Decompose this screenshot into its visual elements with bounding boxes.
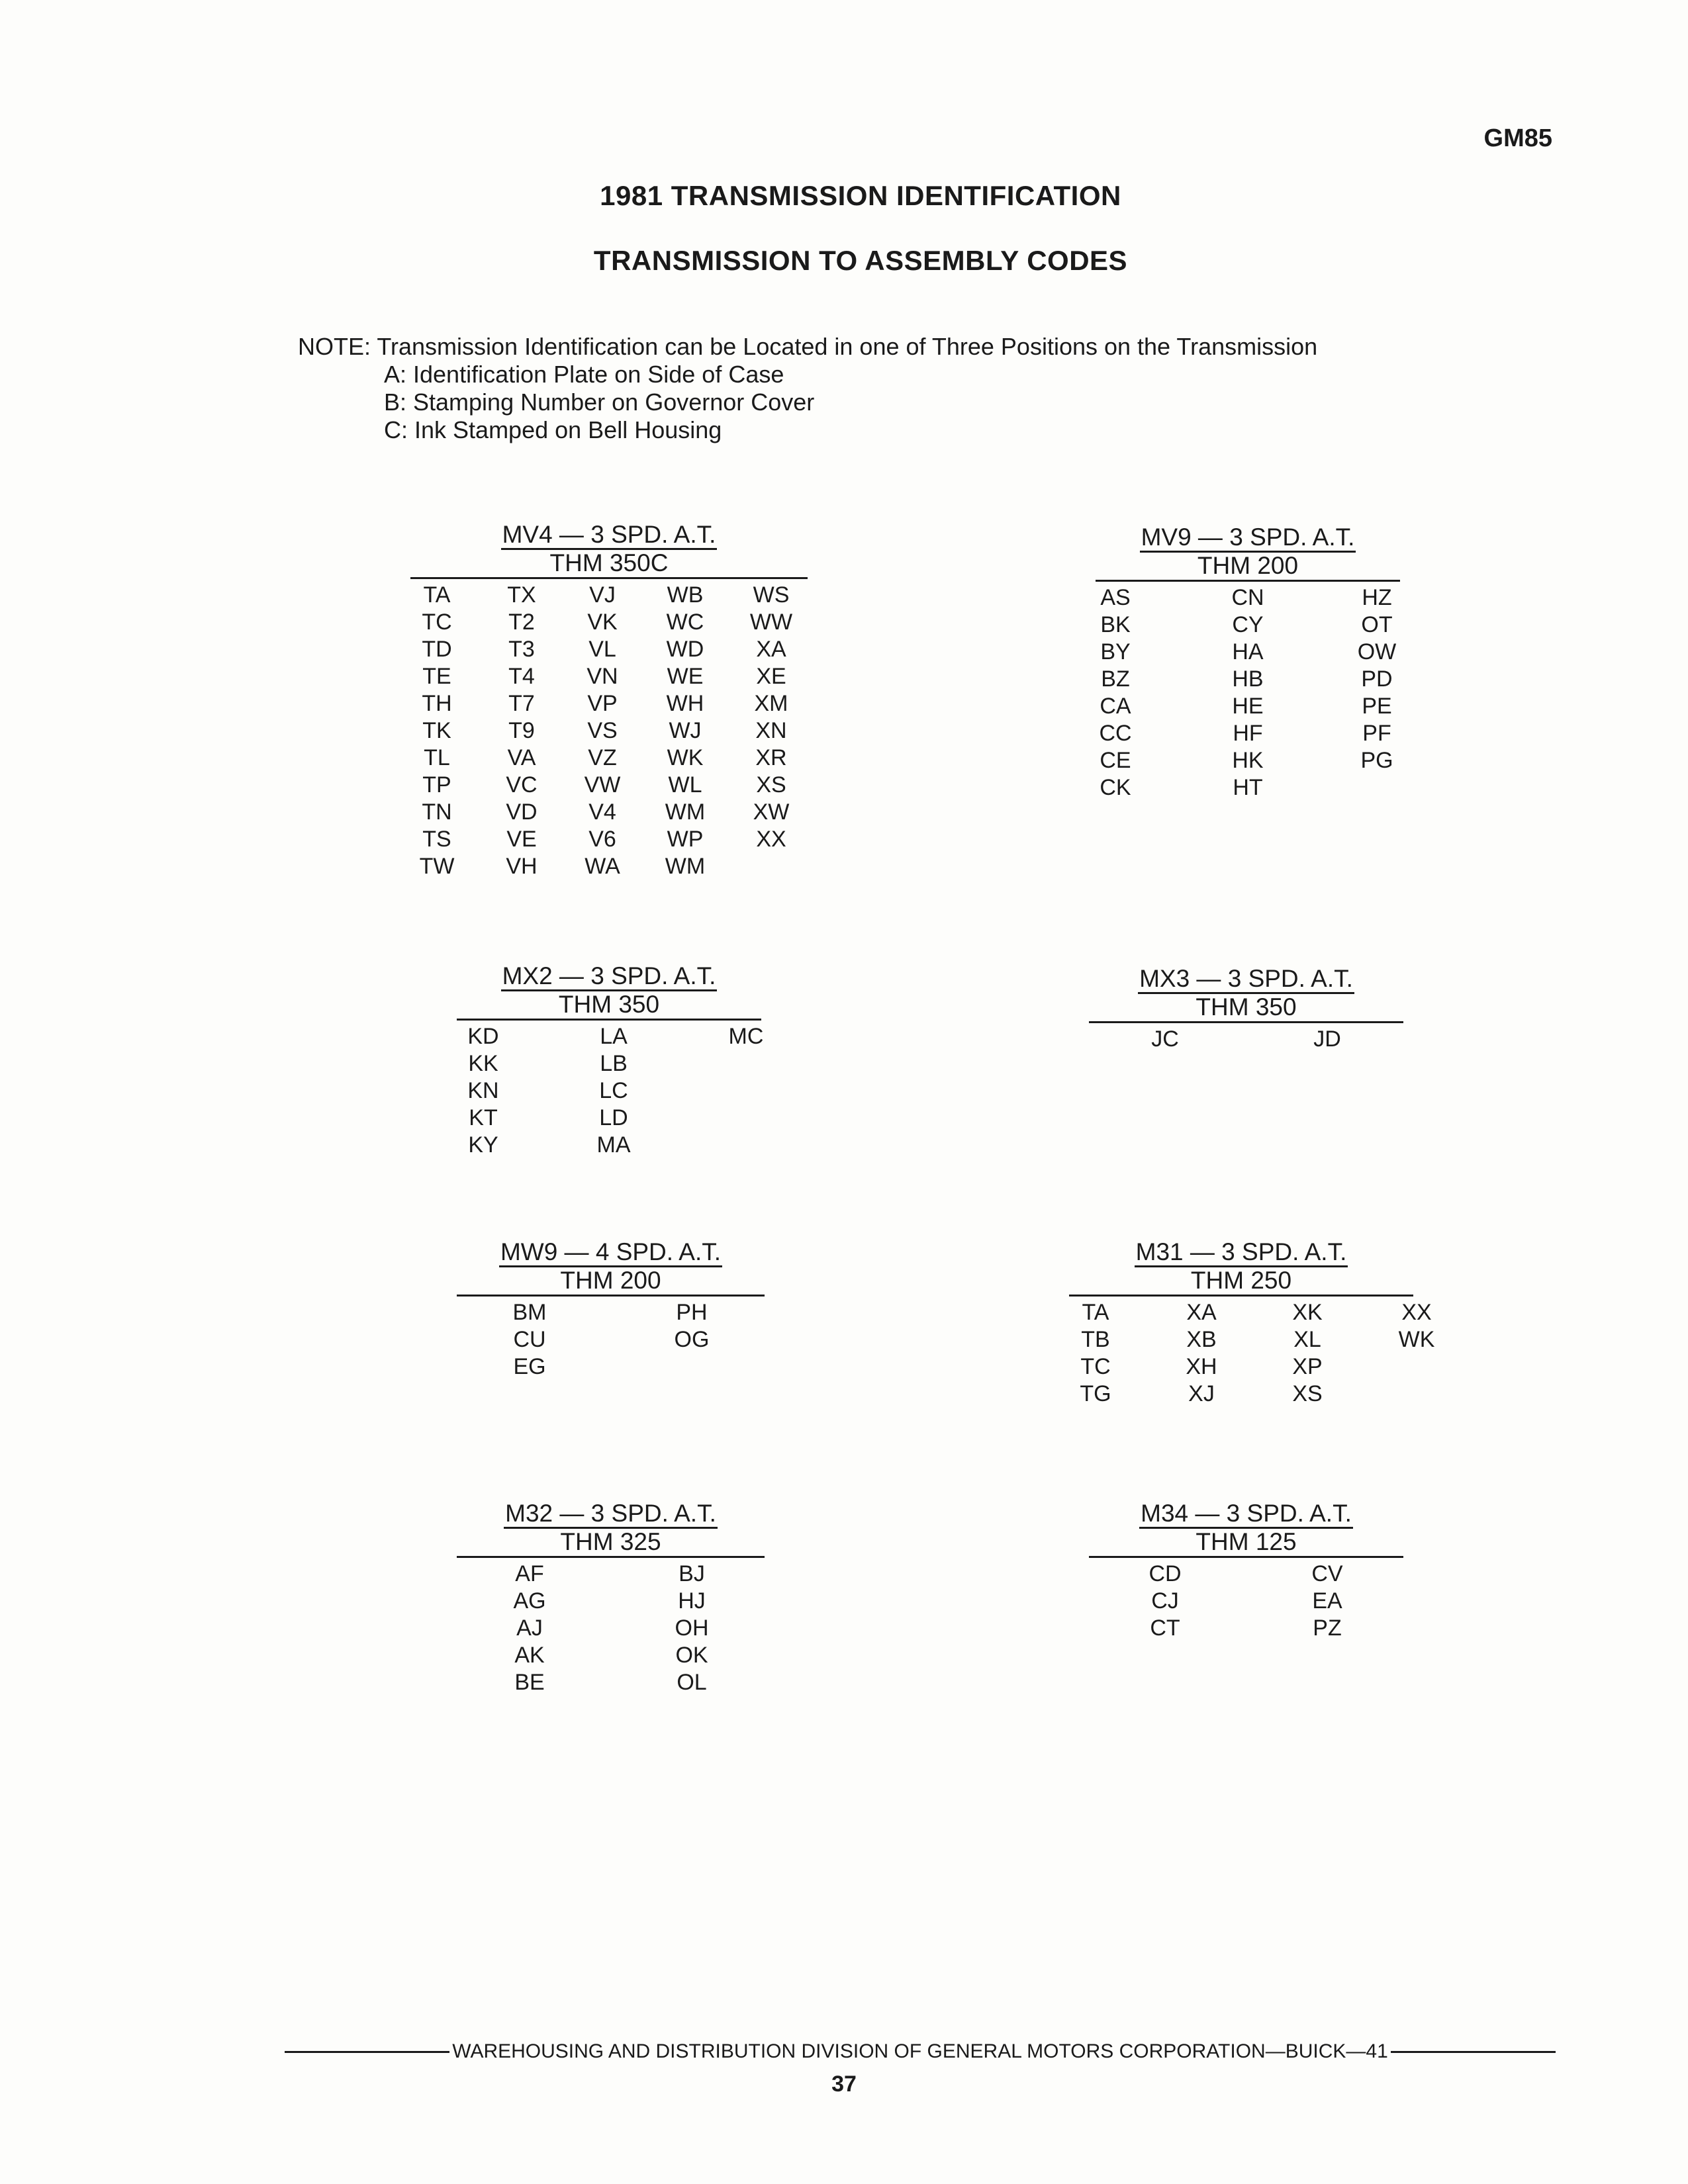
mx2-table xyxy=(457,962,764,1159)
code-grid xyxy=(1089,1026,1403,1053)
code-cell: XA xyxy=(1186,1300,1217,1325)
code-cell: BJ xyxy=(679,1561,705,1586)
code-cell: TN xyxy=(422,799,452,825)
code-cell: BM xyxy=(512,1300,547,1325)
table-model-label: M31 — 3 SPD. A.T. xyxy=(1135,1238,1348,1267)
code-cell: CN xyxy=(1231,585,1264,610)
code-cell: XS xyxy=(756,772,786,797)
code-cell: WS xyxy=(753,582,790,608)
table-model-label: MV9 — 3 SPD. A.T. xyxy=(1140,523,1356,553)
table-model-label: M32 — 3 SPD. A.T. xyxy=(504,1500,718,1529)
code-cell: AS xyxy=(1100,585,1131,610)
code-grid xyxy=(1096,584,1400,801)
code-cell: TA xyxy=(423,582,451,608)
code-cell: TG xyxy=(1080,1381,1111,1406)
code-cell: CV xyxy=(1311,1561,1343,1586)
code-cell: LA xyxy=(600,1024,628,1049)
code-cell: HJ xyxy=(678,1588,706,1614)
table-model-label: MX2 — 3 SPD. A.T. xyxy=(501,962,718,991)
table-thm-label: THM 125 xyxy=(1089,1528,1403,1558)
table-thm-label: THM 350C xyxy=(410,549,808,579)
code-cell: XJ xyxy=(1188,1381,1215,1406)
table-thm-label: THM 350 xyxy=(457,991,761,1021)
note-item-b: B: Stamping Number on Governor Cover xyxy=(384,388,815,416)
code-cell: TH xyxy=(422,691,452,716)
code-cell: CK xyxy=(1100,775,1131,800)
m32-table xyxy=(457,1499,765,1696)
code-cell: HB xyxy=(1232,666,1264,692)
code-cell: MA xyxy=(596,1132,631,1158)
code-cell: OH xyxy=(675,1615,709,1641)
code-cell: WM xyxy=(665,854,706,879)
code-cell: CJ xyxy=(1151,1588,1179,1614)
page-number: 37 xyxy=(831,2071,857,2097)
code-cell: CY xyxy=(1232,612,1264,637)
code-cell: WA xyxy=(585,854,620,879)
code-cell: TL xyxy=(424,745,450,770)
document-code: GM85 xyxy=(1483,124,1552,152)
note-line: NOTE: Transmission Identification can be Located in one of Three Positions on the Transmission xyxy=(298,333,1318,360)
code-cell: OG xyxy=(674,1327,710,1352)
code-cell: HE xyxy=(1232,694,1264,719)
code-cell: T4 xyxy=(508,664,535,689)
code-cell: HZ xyxy=(1362,585,1392,610)
code-cell: TS xyxy=(422,827,451,852)
table-model-label: MX3 — 3 SPD. A.T. xyxy=(1138,965,1354,994)
code-cell: TW xyxy=(419,854,455,879)
code-cell: WD xyxy=(666,637,704,662)
code-cell: KN xyxy=(467,1078,499,1103)
mw9-table xyxy=(457,1238,765,1381)
code-cell: VZ xyxy=(588,745,617,770)
code-cell: WK xyxy=(667,745,704,770)
table-thm-label: THM 200 xyxy=(457,1267,765,1297)
code-cell: WL xyxy=(668,772,702,797)
code-cell: WB xyxy=(667,582,704,608)
code-cell: VP xyxy=(587,691,618,716)
code-cell: WE xyxy=(667,664,704,689)
code-cell: XN xyxy=(755,718,787,743)
code-cell: OK xyxy=(675,1643,708,1668)
m31-table xyxy=(1069,1238,1435,1408)
code-cell: WJ xyxy=(669,718,702,743)
code-cell: XP xyxy=(1292,1354,1323,1379)
code-cell: VJ xyxy=(589,582,616,608)
table-thm-label: THM 325 xyxy=(457,1528,765,1558)
code-grid xyxy=(1069,1299,1435,1408)
code-cell: WW xyxy=(749,610,793,635)
mv9-table xyxy=(1096,523,1400,801)
code-cell: TC xyxy=(422,610,452,635)
page-subtitle: TRANSMISSION TO ASSEMBLY CODES xyxy=(593,245,1128,276)
code-cell: CD xyxy=(1149,1561,1182,1586)
code-cell: XE xyxy=(756,664,786,689)
code-cell: AG xyxy=(513,1588,546,1614)
code-cell: CE xyxy=(1100,748,1131,773)
code-grid xyxy=(457,1561,765,1696)
table-model-label: MW9 — 4 SPD. A.T. xyxy=(499,1238,722,1267)
note-item-a: A: Identification Plate on Side of Case xyxy=(384,361,784,388)
page-title: 1981 TRANSMISSION IDENTIFICATION xyxy=(600,180,1121,211)
code-cell: VL xyxy=(588,637,616,662)
code-cell: KD xyxy=(467,1024,499,1049)
code-cell: MC xyxy=(728,1024,764,1049)
code-cell: HF xyxy=(1233,721,1263,746)
code-cell: WC xyxy=(666,610,704,635)
code-cell: JD xyxy=(1313,1026,1341,1052)
code-cell: XW xyxy=(753,799,790,825)
code-cell: HA xyxy=(1232,639,1264,664)
code-grid xyxy=(457,1023,764,1159)
code-cell: PG xyxy=(1360,748,1393,773)
code-cell: KT xyxy=(469,1105,498,1130)
code-grid xyxy=(410,582,808,880)
code-cell: VW xyxy=(584,772,621,797)
code-cell: TD xyxy=(422,637,452,662)
code-cell: JC xyxy=(1151,1026,1179,1052)
code-cell: XH xyxy=(1186,1354,1217,1379)
code-cell: PH xyxy=(676,1300,708,1325)
code-cell: T9 xyxy=(508,718,535,743)
code-cell: PZ xyxy=(1313,1615,1342,1641)
code-cell: LD xyxy=(599,1105,628,1130)
code-cell: VN xyxy=(586,664,618,689)
code-cell: AK xyxy=(514,1643,545,1668)
code-cell: BZ xyxy=(1101,666,1130,692)
code-cell: LC xyxy=(599,1078,628,1103)
code-cell: VS xyxy=(587,718,618,743)
code-cell: CA xyxy=(1100,694,1131,719)
code-cell: VK xyxy=(587,610,618,635)
mv4-table xyxy=(410,520,808,880)
code-cell: TP xyxy=(422,772,451,797)
note-item-c: C: Ink Stamped on Bell Housing xyxy=(384,416,722,443)
code-cell: TX xyxy=(507,582,536,608)
code-grid xyxy=(457,1299,765,1381)
code-cell: HT xyxy=(1233,775,1263,800)
code-cell: TE xyxy=(422,664,451,689)
footer-rule-right xyxy=(1391,2051,1556,2053)
code-cell: EG xyxy=(513,1354,546,1379)
m34-table xyxy=(1089,1499,1403,1642)
code-cell: XX xyxy=(1401,1300,1432,1325)
code-cell: PE xyxy=(1362,694,1392,719)
code-cell: XB xyxy=(1186,1327,1217,1352)
code-cell: PF xyxy=(1362,721,1391,746)
code-cell: WH xyxy=(666,691,704,716)
code-cell: XK xyxy=(1292,1300,1323,1325)
mx3-table xyxy=(1089,964,1403,1053)
code-cell: OT xyxy=(1361,612,1393,637)
code-cell: LB xyxy=(600,1051,628,1076)
code-cell: AF xyxy=(515,1561,544,1586)
code-cell: WP xyxy=(667,827,704,852)
code-cell: TC xyxy=(1080,1354,1111,1379)
code-cell: CU xyxy=(513,1327,546,1352)
code-cell: XX xyxy=(756,827,786,852)
code-cell: PD xyxy=(1361,666,1393,692)
code-cell: EA xyxy=(1312,1588,1342,1614)
table-model-label: MV4 — 3 SPD. A.T. xyxy=(501,521,718,550)
footer-text: WAREHOUSING AND DISTRIBUTION DIVISION OF GENERAL MOTORS CORPORATION—BUICK—41 xyxy=(452,2040,1388,2062)
table-thm-label: THM 250 xyxy=(1069,1267,1413,1297)
footer-rule-left xyxy=(285,2051,449,2053)
code-grid xyxy=(1089,1561,1403,1642)
code-cell: TA xyxy=(1082,1300,1109,1325)
code-cell: XR xyxy=(755,745,787,770)
code-cell: KY xyxy=(468,1132,498,1158)
code-cell: CC xyxy=(1099,721,1132,746)
code-cell: T2 xyxy=(508,610,535,635)
code-cell: XA xyxy=(756,637,786,662)
code-cell: T3 xyxy=(508,637,535,662)
code-cell: CT xyxy=(1150,1615,1180,1641)
table-thm-label: THM 350 xyxy=(1089,993,1403,1023)
code-cell: BE xyxy=(514,1670,545,1695)
footer xyxy=(285,2040,1556,2063)
code-cell: BK xyxy=(1100,612,1131,637)
table-model-label: M34 — 3 SPD. A.T. xyxy=(1139,1500,1353,1529)
code-cell: XM xyxy=(754,691,788,716)
code-cell: OW xyxy=(1357,639,1397,664)
code-cell: T7 xyxy=(508,691,535,716)
code-cell: XL xyxy=(1293,1327,1321,1352)
code-cell: VA xyxy=(507,745,536,770)
code-cell: BY xyxy=(1100,639,1131,664)
code-cell: AJ xyxy=(516,1615,543,1641)
note-block xyxy=(298,333,1489,444)
code-cell: OL xyxy=(677,1670,707,1695)
code-cell: WK xyxy=(1398,1327,1435,1352)
code-cell: HK xyxy=(1232,748,1264,773)
table-thm-label: THM 200 xyxy=(1096,552,1400,582)
code-cell: TB xyxy=(1081,1327,1110,1352)
code-cell: VC xyxy=(506,772,538,797)
code-cell: XS xyxy=(1292,1381,1323,1406)
code-cell: VD xyxy=(506,799,538,825)
code-cell: WM xyxy=(665,799,706,825)
code-cell: KK xyxy=(468,1051,498,1076)
code-cell: V4 xyxy=(588,799,616,825)
code-cell: VE xyxy=(506,827,537,852)
code-cell: TK xyxy=(422,718,451,743)
code-cell: V6 xyxy=(588,827,616,852)
code-cell: VH xyxy=(506,854,538,879)
